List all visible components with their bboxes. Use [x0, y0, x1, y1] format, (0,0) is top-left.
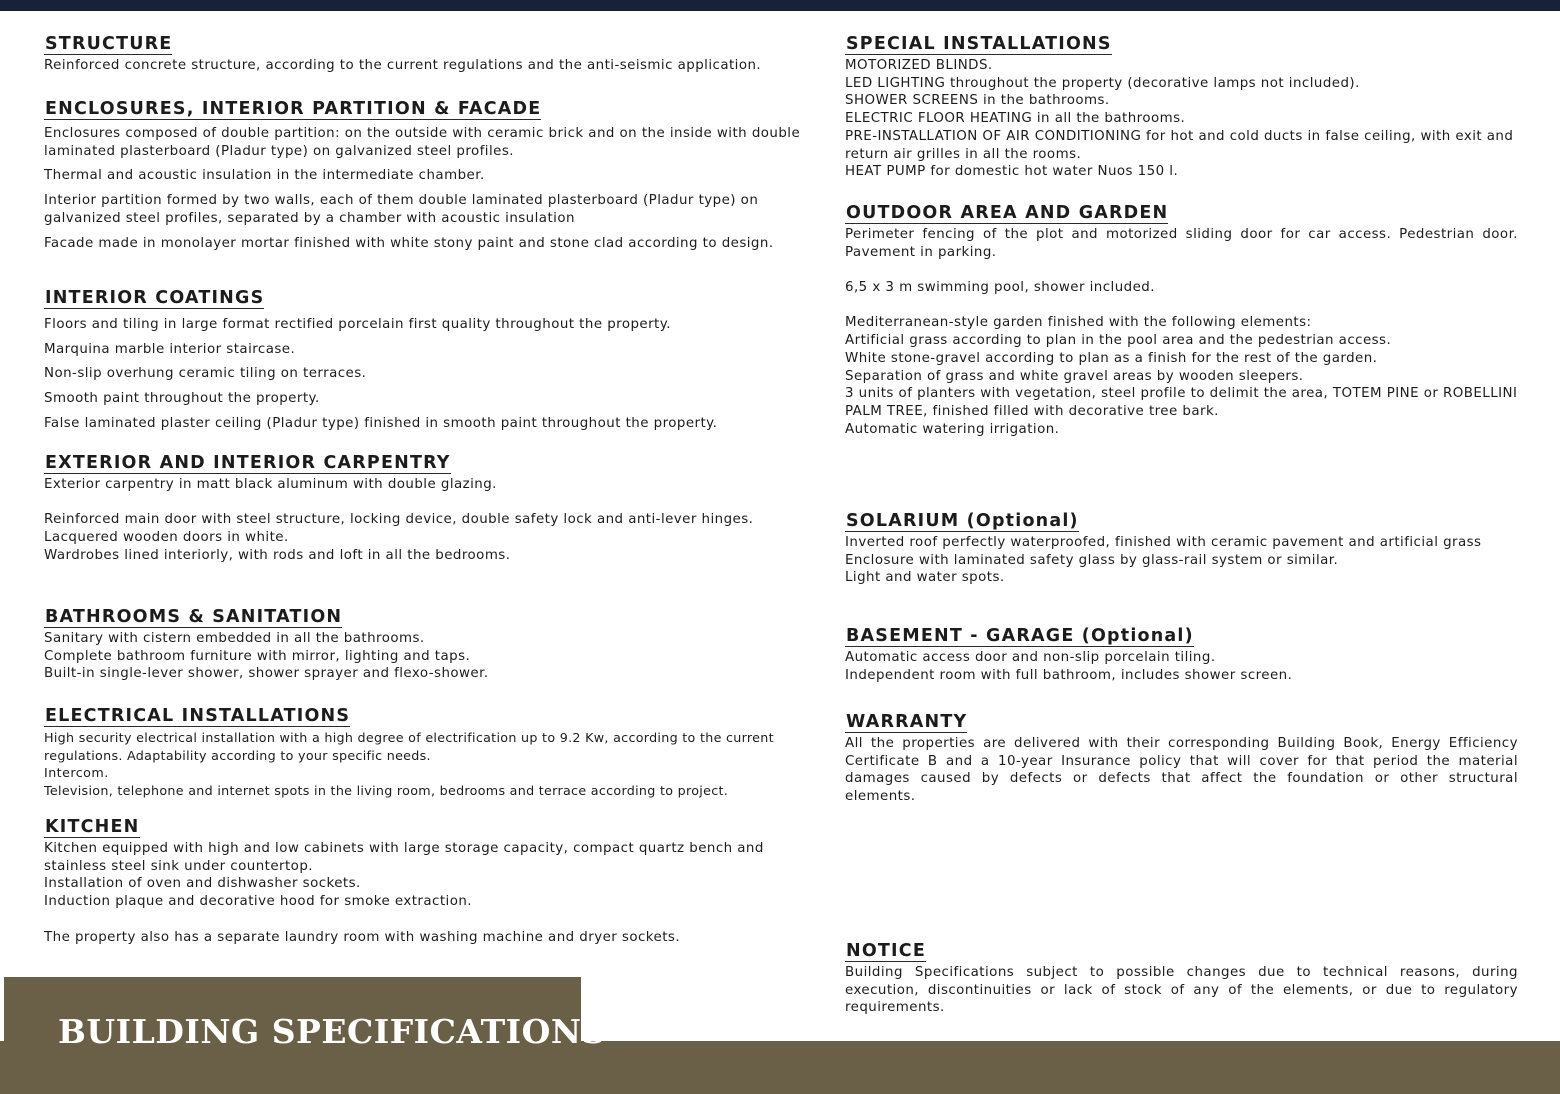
- paragraph: Separation of grass and white gravel areas by wooden sleepers.: [845, 368, 1304, 384]
- paragraph: Interior partition formed by two walls, each of them double laminated plasterboard (Pladur type) on galvanized steel profiles, separated by a chamber with acoustic insulation: [44, 193, 759, 226]
- section-solarium: [845, 511, 1518, 587]
- paragraph: Sanitary with cistern embedded in all the bathrooms.: [44, 631, 425, 646]
- paragraph: Marquina marble interior staircase.: [44, 341, 296, 357]
- paragraph: ELECTRIC FLOOR HEATING in all the bathrooms.: [845, 111, 1186, 127]
- section-heading: WARRANTY: [846, 712, 968, 732]
- paragraph: Enclosure with laminated safety glass by glass-rail system or similar.: [845, 552, 1339, 568]
- paragraph: HEAT PUMP for domestic hot water Nuos 150 l.: [845, 164, 1179, 180]
- paragraph: Smooth paint throughout the property.: [44, 391, 320, 407]
- page-title: BUILDING SPECIFICATIONS: [58, 1012, 606, 1051]
- paragraph: Automatic watering irrigation.: [845, 421, 1060, 437]
- section-heading: STRUCTURE: [45, 34, 173, 54]
- section-heading: KITCHEN: [45, 817, 140, 837]
- paragraph: Inverted roof perfectly waterproofed, finished with ceramic pavement and artificial grass: [845, 535, 1482, 550]
- paragraph: SHOWER SCREENS in the bathrooms.: [845, 93, 1110, 109]
- paragraph: Building Specifications subject to possible changes due to technical reasons, during execution, discontinuities or lack of stock of any of the elements, or due to regulatory requirements.: [845, 965, 1518, 1016]
- section-enclosures: [44, 99, 802, 252]
- section-heading: OUTDOOR AREA AND GARDEN: [846, 203, 1169, 223]
- paragraph: Exterior carpentry in matt black aluminum with double glazing.: [44, 477, 497, 492]
- paragraph: LED LIGHTING throughout the property (decorative lamps not included).: [845, 75, 1360, 91]
- section-heading: NOTICE: [846, 941, 926, 961]
- section-heading: SOLARIUM (Optional): [846, 511, 1079, 531]
- section-warranty: [845, 712, 1518, 806]
- paragraph: Mediterranean-style garden finished with the following elements:: [845, 315, 1312, 331]
- section-heading: BASEMENT - GARAGE (Optional): [846, 626, 1194, 646]
- section-heading: BATHROOMS & SANITATION: [45, 607, 343, 627]
- section-electrical: [44, 706, 802, 800]
- paragraph: Artificial grass according to plan in the pool area and the pedestrian access.: [845, 333, 1392, 349]
- paragraph: High security electrical installation with a high degree of electrification up to 9.2 Kw, according to the current regulations. Adaptability according to your specific needs.: [44, 730, 774, 763]
- paragraph: 3 units of planters with vegetation, steel profile to delimit the area, TOTEM PINE or ROBELLINI PALM TREE, finished filled with decorative tree bark.: [845, 386, 1518, 419]
- section-interior-coatings: [44, 288, 802, 433]
- paragraph: PRE-INSTALLATION OF AIR CONDITIONING for hot and cold ducts in false ceiling, with exit and return air grilles in all the rooms.: [845, 128, 1514, 162]
- section-bathrooms: [44, 607, 802, 683]
- paragraph: Floors and tiling in large format rectified porcelain first quality throughout the property.: [44, 317, 671, 332]
- paragraph: Television, telephone and internet spots in the living room, bedrooms and terrace according to project.: [44, 783, 729, 799]
- paragraph: Light and water spots.: [845, 570, 1005, 586]
- section-notice: [845, 941, 1518, 1017]
- paragraph: Facade made in monolayer mortar finished with white stony paint and stone clad according to design.: [44, 235, 774, 251]
- paragraph: Lacquered wooden doors in white.: [44, 530, 289, 546]
- paragraph: 6,5 x 3 m swimming pool, shower included.: [845, 280, 1155, 296]
- paragraph: Automatic access door and non-slip porcelain tiling.: [845, 650, 1216, 665]
- section-outdoor-garden: [845, 203, 1518, 438]
- paragraph: Installation of oven and dishwasher sockets.: [44, 876, 361, 892]
- paragraph: Thermal and acoustic insulation in the intermediate chamber.: [44, 168, 485, 184]
- paragraph: Complete bathroom furniture with mirror, lighting and taps.: [44, 648, 471, 664]
- paragraph: Perimeter fencing of the plot and motorized sliding door for car access. Pedestrian door. Pavement in parking.: [845, 227, 1518, 260]
- paragraph: MOTORIZED BLINDS.: [845, 58, 993, 73]
- paragraph: Enclosures composed of double partition: on the outside with ceramic brick and on the inside with double laminated plasterboard (Pladur type) on galvanized steel profiles.: [44, 126, 801, 159]
- paragraph: Intercom.: [44, 765, 109, 781]
- section-special-installations: [845, 34, 1518, 181]
- section-kitchen: [44, 817, 802, 946]
- paragraph: All the properties are delivered with their corresponding Building Book, Energy Efficiency Certificate B and a 10-year Insurance policy that will cover for that period the material damages caused by defects or defects that affect the foundation or other structural elements.: [845, 736, 1518, 805]
- section-heading: INTERIOR COATINGS: [45, 288, 265, 308]
- paragraph: Independent room with full bathroom, includes shower screen.: [845, 667, 1293, 683]
- paragraph: Wardrobes lined interiorly, with rods and loft in all the bedrooms.: [44, 547, 511, 563]
- paragraph: Kitchen equipped with high and low cabinets with large storage capacity, compact quartz bench and stainless steel sink under countertop.: [44, 841, 764, 874]
- section-carpentry: [44, 453, 802, 565]
- section-heading: ELECTRICAL INSTALLATIONS: [45, 706, 351, 726]
- paragraph: Reinforced concrete structure, according to the current regulations and the anti-seismic application.: [44, 58, 762, 73]
- paragraph: Induction plaque and decorative hood for smoke extraction.: [44, 894, 472, 910]
- paragraph: Non-slip overhung ceramic tiling on terraces.: [44, 366, 367, 382]
- section-heading: SPECIAL INSTALLATIONS: [846, 34, 1112, 54]
- paragraph: False laminated plaster ceiling (Pladur type) finished in smooth paint throughout the property.: [44, 415, 718, 431]
- paragraph: Built-in single-lever shower, shower sprayer and flexo-shower.: [44, 666, 489, 682]
- section-heading: EXTERIOR AND INTERIOR CARPENTRY: [45, 453, 451, 473]
- paragraph: White stone-gravel according to plan as a finish for the rest of the garden.: [845, 350, 1378, 366]
- top-bar: [0, 0, 1560, 11]
- paragraph: The property also has a separate laundry room with washing machine and dryer sockets.: [44, 929, 681, 945]
- paragraph: Reinforced main door with steel structure, locking device, double safety lock and anti-lever hinges.: [44, 512, 754, 528]
- section-basement-garage: [845, 626, 1518, 684]
- section-structure: [44, 34, 802, 75]
- section-heading: ENCLOSURES, INTERIOR PARTITION & FACADE: [45, 99, 542, 119]
